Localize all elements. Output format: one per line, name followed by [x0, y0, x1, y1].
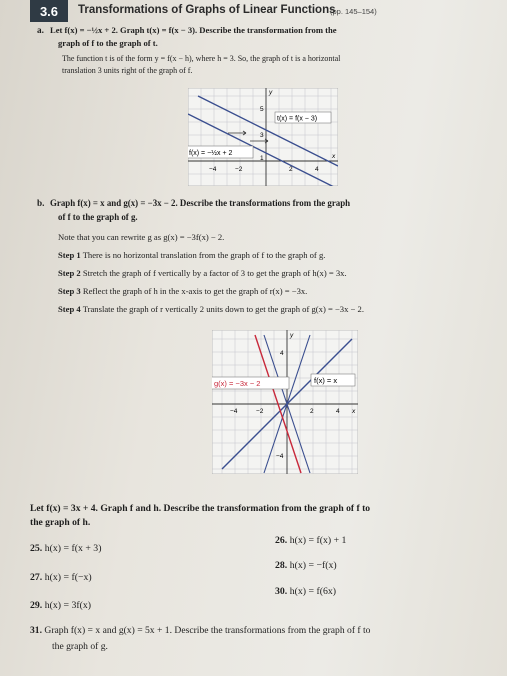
part-a-prompt-line2: graph of f to the graph of t. — [58, 38, 158, 48]
part-b-prompt-line1: Graph f(x) = x and g(x) = −3x − 2. Describe the transformations from the graph — [50, 198, 351, 208]
exercise-28-num: 28. — [275, 560, 288, 571]
section-title: Transformations of Graphs of Linear Functions — [78, 4, 336, 16]
part-a-label: a. — [37, 25, 44, 35]
part-b-graph — [212, 330, 358, 474]
exercise-31-line1 — [30, 625, 370, 636]
exercise-30-text: h(x) = f(6x) — [289, 586, 337, 597]
step-3-label: Step 3 — [58, 286, 81, 296]
tick-x-4: 4 — [336, 408, 340, 415]
tick-y-5: 5 — [260, 106, 264, 113]
step-4 — [58, 304, 364, 314]
tick-y-1: 1 — [260, 155, 264, 162]
tick-x-neg2: −2 — [256, 408, 264, 415]
exercise-31-line2: the graph of g. — [52, 641, 108, 652]
section-number-badge: 3.6 — [30, 0, 68, 22]
tick-x-4: 4 — [315, 166, 319, 173]
tick-y-neg4: −4 — [276, 453, 284, 460]
step-1-text: There is no horizontal translation from the graph of f to the graph of g. — [82, 250, 326, 260]
exercise-25 — [30, 543, 101, 554]
exercise-26-text: h(x) = f(x) + 1 — [289, 535, 347, 546]
step-2-label: Step 2 — [58, 268, 81, 278]
part-b-prompt-line2: of f to the graph of g. — [58, 212, 138, 222]
exercise-27 — [30, 572, 92, 583]
page-reference: (pp. 145–154) — [330, 7, 377, 16]
exercises-intro-line2: the graph of h. — [30, 517, 91, 528]
part-a-answer-line1: The function t is of the form y = f(x − h), where h = 3. So, the graph of t is a horizontal — [62, 54, 341, 63]
step-2-text: Stretch the graph of f vertically by a factor of 3 to get the graph of h(x) = 3x. — [82, 268, 347, 278]
t-label: t(x) = f(x − 3) — [277, 115, 318, 123]
f-label: f(x) = −½x + 2 — [189, 150, 233, 157]
step-3-text: Reflect the graph of h in the x-axis to get the graph of r(x) = −3x. — [82, 286, 308, 296]
exercise-29-num: 29. — [30, 600, 43, 611]
exercise-28-text: h(x) = −f(x) — [289, 560, 337, 571]
step-1 — [58, 250, 325, 260]
x-axis-label: x — [332, 153, 336, 160]
part-b-note: Note that you can rewrite g as g(x) = −3f(x) − 2. — [58, 232, 225, 242]
exercise-25-text: h(x) = f(x + 3) — [44, 543, 102, 554]
g-label: g(x) = −3x − 2 — [214, 379, 261, 388]
part-a-graph — [188, 88, 338, 186]
y-axis-label: y — [290, 332, 294, 339]
tick-x-2: 2 — [310, 408, 314, 415]
part-b-label: b. — [37, 198, 45, 208]
tick-x-2: 2 — [289, 166, 293, 173]
step-2 — [58, 268, 347, 278]
exercise-27-num: 27. — [30, 572, 43, 583]
exercise-29-text: h(x) = 3f(x) — [44, 600, 92, 611]
tick-y-3: 3 — [260, 132, 264, 139]
exercise-31-num: 31. — [30, 625, 42, 636]
x-axis-label: x — [352, 408, 356, 415]
part-a-prompt-line1: Let f(x) = −½x + 2. Graph t(x) = f(x − 3). Describe the transformation from the — [50, 25, 337, 35]
exercise-27-text: h(x) = f(−x) — [44, 572, 92, 583]
step-1-label: Step 1 — [58, 250, 81, 260]
exercise-26 — [275, 535, 346, 546]
tick-x-neg4: −4 — [230, 408, 238, 415]
exercises-intro-line1: Let f(x) = 3x + 4. Graph f and h. Describe the transformation from the graph of f to — [30, 503, 371, 514]
part-a-answer-line2: translation 3 units right of the graph of f. — [62, 66, 193, 75]
tick-x-neg4: −4 — [209, 166, 217, 173]
exercise-30-num: 30. — [275, 586, 288, 597]
exercise-25-num: 25. — [30, 543, 43, 554]
exercise-31-text: Graph f(x) = x and g(x) = 5x + 1. Describe the transformations from the graph of f to — [44, 625, 371, 636]
y-axis-label: y — [269, 89, 273, 96]
step-4-text: Translate the graph of r vertically 2 units down to get the graph of g(x) = −3x − 2. — [82, 304, 364, 314]
exercise-28 — [275, 560, 337, 571]
tick-x-neg2: −2 — [235, 166, 243, 173]
tick-y-4: 4 — [280, 350, 284, 357]
exercise-26-num: 26. — [275, 535, 288, 546]
step-3 — [58, 286, 307, 296]
step-4-label: Step 4 — [58, 304, 81, 314]
f-label: f(x) = x — [314, 376, 338, 385]
exercise-29 — [30, 600, 91, 611]
exercise-30 — [275, 586, 336, 597]
